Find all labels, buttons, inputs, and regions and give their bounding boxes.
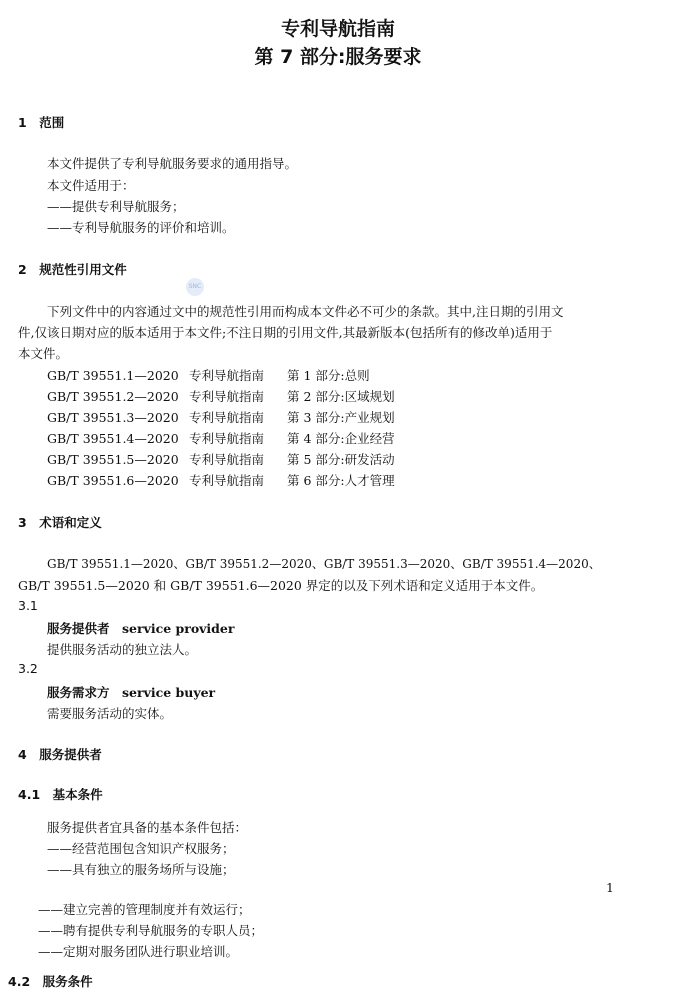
reference-name: 专利导航指南 [189, 431, 265, 446]
subsection-4-1-heading: 4.1 基本条件 [18, 787, 103, 802]
reference-name: 专利导航指南 [189, 368, 265, 383]
reference-code: GB/T 39551.2—2020 [47, 389, 179, 404]
section-1-line: 本文件提供了专利导航服务要求的通用指导。 [47, 156, 298, 171]
reference-part: 第 1 部分:总则 [287, 368, 370, 383]
reference-part: 第 4 部分:企业经营 [287, 431, 395, 446]
term-number: 3.1 [18, 598, 38, 613]
section-2-para-line: 本文件。 [18, 346, 69, 361]
section-2-para-line: 下列文件中的内容通过文中的规范性引用而构成本文件必不可少的条款。其中,注日期的引用文 [47, 304, 564, 319]
section-2-heading: 2 规范性引用文件 [18, 262, 127, 277]
watermark-logo: SNC [186, 278, 204, 296]
section-3-para-line: GB/T 39551.1—2020、GB/T 39551.2—2020、GB/T 39551.3—2020、GB/T 39551.4—2020、 [47, 557, 601, 571]
reference-code: GB/T 39551.6—2020 [47, 473, 179, 488]
reference-code: GB/T 39551.4—2020 [47, 431, 179, 446]
reference-name: 专利导航指南 [189, 389, 265, 404]
reference-code: GB/T 39551.3—2020 [47, 410, 179, 425]
section-1-line: ——提供专利导航服务； [47, 199, 185, 214]
reference-code: GB/T 39551.1—2020 [47, 368, 179, 383]
section-1-line: ——专利导航服务的评价和培训。 [47, 220, 235, 235]
term-heading: 服务提供者 service provider [47, 621, 235, 636]
reference-item [47, 366, 370, 384]
subsection-4-2-heading: 4.2 服务条件 [8, 974, 93, 989]
section-3-para-line: GB/T 39551.5—2020 和 GB/T 39551.6—2020 界定的以及下列术语和定义适用于本文件。 [18, 578, 544, 593]
section-4-heading: 4 服务提供者 [18, 747, 102, 762]
reference-code: GB/T 39551.5—2020 [47, 452, 179, 467]
section-1-line: 本文件适用于： [47, 178, 135, 193]
term-heading: 服务需求方 service buyer [47, 685, 216, 700]
reference-item [47, 387, 395, 405]
reference-part: 第 2 部分:区域规划 [287, 389, 395, 404]
subsection-4-1-line: ——经营范围包含知识产权服务； [47, 841, 235, 856]
section-2-para-line: 件,仅该日期对应的版本适用于本文件;不注日期的引用文件,其最新版本(包括所有的修改单)适用于 [18, 325, 553, 340]
section-3-heading: 3 术语和定义 [18, 515, 102, 530]
continuation-line: ——建立完善的管理制度并有效运行； [38, 902, 251, 917]
continuation-line: ——定期对服务团队进行职业培训。 [38, 944, 239, 959]
document-subtitle: 第 7 部分:服务要求 [254, 46, 422, 68]
reference-item [47, 429, 395, 447]
reference-part: 第 6 部分:人才管理 [287, 473, 395, 488]
subsection-4-1-line: 服务提供者宜具备的基本条件包括： [47, 820, 248, 835]
term-definition: 需要服务活动的实体。 [47, 706, 173, 721]
continuation-line: ——聘有提供专利导航服务的专职人员； [38, 923, 264, 938]
page-number: 1 [606, 880, 614, 895]
reference-name: 专利导航指南 [189, 473, 265, 488]
term-definition: 提供服务活动的独立法人。 [47, 642, 198, 657]
reference-part: 第 5 部分:研发活动 [287, 452, 395, 467]
reference-part: 第 3 部分:产业规划 [287, 410, 395, 425]
document-title: 专利导航指南 [280, 18, 395, 40]
subsection-4-1-line: ——具有独立的服务场所与设施； [47, 862, 235, 877]
reference-name: 专利导航指南 [189, 452, 265, 467]
reference-name: 专利导航指南 [189, 410, 265, 425]
section-1-heading: 1 范围 [18, 115, 65, 130]
reference-item [47, 471, 395, 489]
reference-item [47, 408, 395, 426]
reference-item [47, 450, 395, 468]
term-number: 3.2 [18, 661, 38, 676]
